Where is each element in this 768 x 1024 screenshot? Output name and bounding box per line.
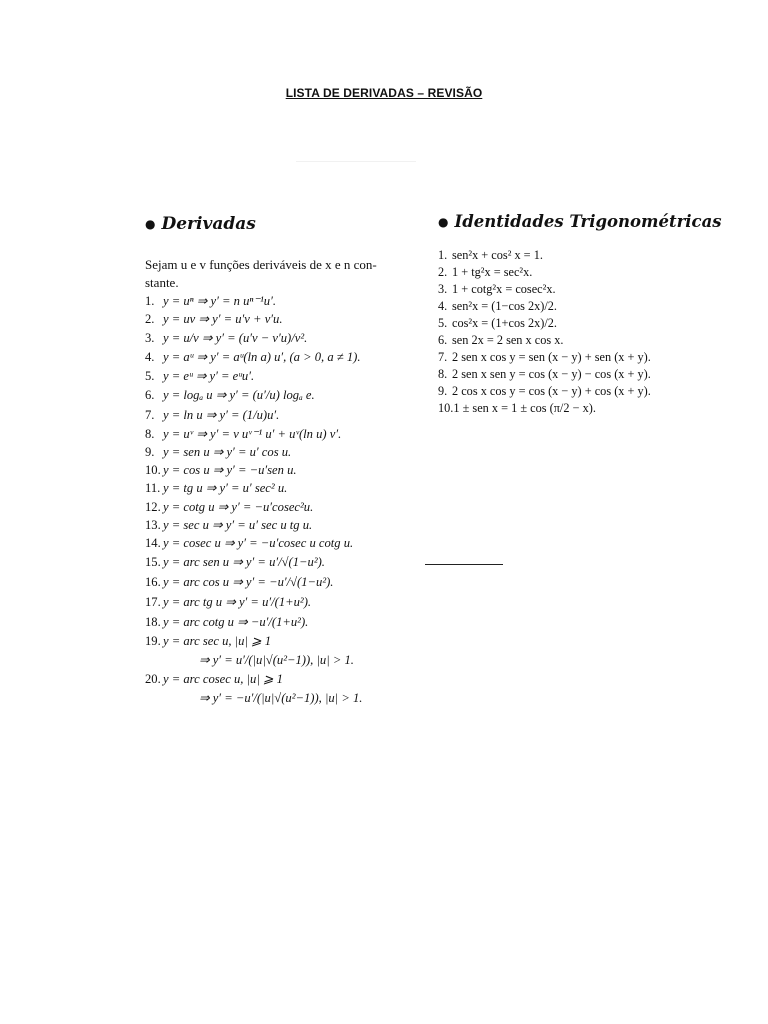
item-formula: y = cos u ⇒ y′ = −u′sen u. — [163, 463, 297, 478]
item-number: 16. — [145, 575, 161, 590]
item-formula: 1 + cotg²x = cosec²x. — [452, 282, 556, 296]
item-number: 12. — [145, 499, 161, 514]
item-number: 18. — [145, 615, 161, 630]
derivative-item — [145, 385, 415, 405]
derivative-item — [145, 516, 415, 534]
item-number: 5. — [438, 316, 448, 330]
identity-item — [438, 400, 728, 417]
derivative-item — [145, 632, 415, 650]
item-formula: 1 + tg²x = sec²x. — [452, 265, 533, 279]
item-number: 6. — [438, 333, 448, 347]
item-formula: y = cotg u ⇒ y′ = −u′cosec²u. — [163, 499, 314, 514]
item-number: 6. — [145, 387, 155, 402]
derivatives-intro-line1: Sejam u e v funções deriváveis de x e n con- — [145, 257, 377, 272]
short-divider — [425, 564, 503, 565]
derivative-item — [145, 367, 415, 385]
item-formula: ⇒ y′ = −u′/(|u|√(u²−1)), |u| > 1. — [199, 691, 363, 706]
item-number: 7. — [438, 350, 448, 364]
item-formula: y = tg u ⇒ y′ = u′ sec² u. — [163, 481, 288, 496]
item-formula: 2 sen x sen y = cos (x − y) − cos (x + y). — [452, 367, 651, 381]
derivative-item — [145, 310, 415, 328]
derivative-item — [145, 498, 415, 516]
derivative-item — [145, 479, 415, 497]
item-number: 13. — [145, 517, 161, 532]
item-formula: sen²x = (1−cos 2x)/2. — [452, 299, 557, 313]
item-formula: y = arc sen u ⇒ y′ = u′/√(1−u²). — [163, 555, 325, 570]
item-formula: y = uᵛ ⇒ y′ = v uᵛ⁻¹ u′ + uᵛ(ln u) v′. — [163, 426, 342, 441]
item-formula: ⇒ y′ = u′/(|u|√(u²−1)), |u| > 1. — [199, 653, 354, 668]
identities-heading-text: Identidades Trigonométricas — [454, 212, 722, 231]
item-formula: y = arc tg u ⇒ y′ = u′/(1+u²). — [163, 595, 312, 610]
item-number: 2. — [145, 312, 155, 327]
identity-item — [438, 383, 728, 400]
item-formula: sen 2x = 2 sen x cos x. — [452, 333, 564, 347]
identity-item — [438, 349, 728, 366]
derivative-item — [145, 348, 415, 366]
faint-divider — [296, 161, 416, 162]
derivatives-heading-text: Derivadas — [161, 214, 256, 234]
item-formula: 2 sen x cos y = sen (x − y) + sen (x + y). — [452, 350, 651, 364]
item-number: 1. — [145, 294, 155, 308]
derivative-item — [145, 552, 415, 572]
item-formula: 2 cos x cos y = cos (x − y) + cos (x + y). — [452, 384, 651, 398]
item-formula: y = uv ⇒ y′ = u′v + v′u. — [163, 312, 283, 327]
item-number: 17. — [145, 595, 161, 610]
item-formula: cos²x = (1+cos 2x)/2. — [452, 316, 557, 330]
derivative-item — [145, 328, 415, 348]
item-number: 2. — [438, 265, 448, 279]
item-number: 20. — [145, 672, 161, 687]
item-number: 3. — [438, 282, 448, 296]
item-formula: y = arc cosec u, |u| ⩾ 1 — [163, 672, 283, 687]
item-formula: y = ln u ⇒ y′ = (1/u)u′. — [163, 407, 280, 422]
identity-item — [438, 247, 728, 264]
item-formula: y = sec u ⇒ y′ = u′ sec u tg u. — [163, 517, 313, 532]
item-number: 4. — [438, 299, 448, 313]
derivative-item — [145, 534, 415, 552]
item-number: 4. — [145, 350, 155, 365]
item-formula: y = arc cos u ⇒ y′ = −u′/√(1−u²). — [163, 575, 334, 590]
identity-item — [438, 366, 728, 383]
item-number: 9. — [438, 384, 448, 398]
derivatives-section — [145, 214, 415, 708]
identities-list — [438, 247, 728, 417]
derivative-item — [145, 670, 415, 688]
identities-section — [438, 212, 728, 417]
derivative-item-continuation — [145, 688, 415, 708]
item-number: 11. — [145, 481, 161, 496]
item-formula: y = cosec u ⇒ y′ = −u′cosec u cotg u. — [163, 535, 354, 550]
item-number: 15. — [145, 555, 161, 570]
derivatives-intro-line2: stante. — [145, 275, 179, 290]
item-number: 8. — [438, 367, 448, 381]
derivative-item — [145, 612, 415, 632]
derivative-item-continuation — [145, 650, 415, 670]
derivative-item — [145, 592, 415, 612]
derivatives-list — [145, 292, 415, 708]
item-formula: y = u/v ⇒ y′ = (u′v − v′u)/v². — [163, 331, 308, 346]
item-formula: y = sen u ⇒ y′ = u′ cos u. — [163, 444, 292, 459]
item-formula: y = aᵘ ⇒ y′ = aᵘ(ln a) u′, (a > 0, a ≠ 1). — [163, 350, 361, 365]
item-number: 5. — [145, 368, 155, 383]
item-formula: y = arc sec u, |u| ⩾ 1 — [163, 634, 272, 649]
derivatives-heading — [145, 214, 415, 234]
identity-item — [438, 315, 728, 332]
item-formula: sen²x + cos² x = 1. — [452, 248, 543, 262]
identity-item — [438, 298, 728, 315]
item-formula: y = arc cotg u ⇒ −u′/(1+u²). — [163, 615, 309, 630]
item-number: 14. — [145, 535, 161, 550]
derivative-item — [145, 405, 415, 425]
item-formula: y = eᵘ ⇒ y′ = eᵘu′. — [163, 368, 255, 383]
item-formula: 1 ± sen x = 1 ± cos (π/2 − x). — [453, 401, 596, 415]
identities-heading — [438, 212, 728, 231]
identity-item — [438, 281, 728, 298]
bullet-icon: ● — [438, 214, 449, 229]
item-number: 19. — [145, 634, 161, 649]
derivative-item — [145, 572, 415, 592]
derivative-item — [145, 425, 415, 443]
derivative-item — [145, 292, 415, 310]
item-number: 1. — [438, 248, 448, 262]
item-number: 10. — [145, 463, 161, 478]
item-number: 8. — [145, 426, 155, 441]
item-number: 10. — [438, 401, 454, 415]
identity-item — [438, 332, 728, 349]
derivative-item — [145, 443, 415, 461]
derivative-item — [145, 461, 415, 479]
bullet-icon: ● — [145, 217, 156, 231]
item-number: 9. — [145, 444, 155, 459]
item-formula: y = logₐ u ⇒ y′ = (u′/u) logₐ e. — [163, 387, 315, 402]
item-formula: y = uⁿ ⇒ y′ = n uⁿ⁻¹u′. — [163, 294, 276, 308]
identity-item — [438, 264, 728, 281]
item-number: 7. — [145, 407, 155, 422]
page-title: LISTA DE DERIVADAS – REVISÃO — [285, 86, 483, 100]
item-number: 3. — [145, 331, 155, 346]
